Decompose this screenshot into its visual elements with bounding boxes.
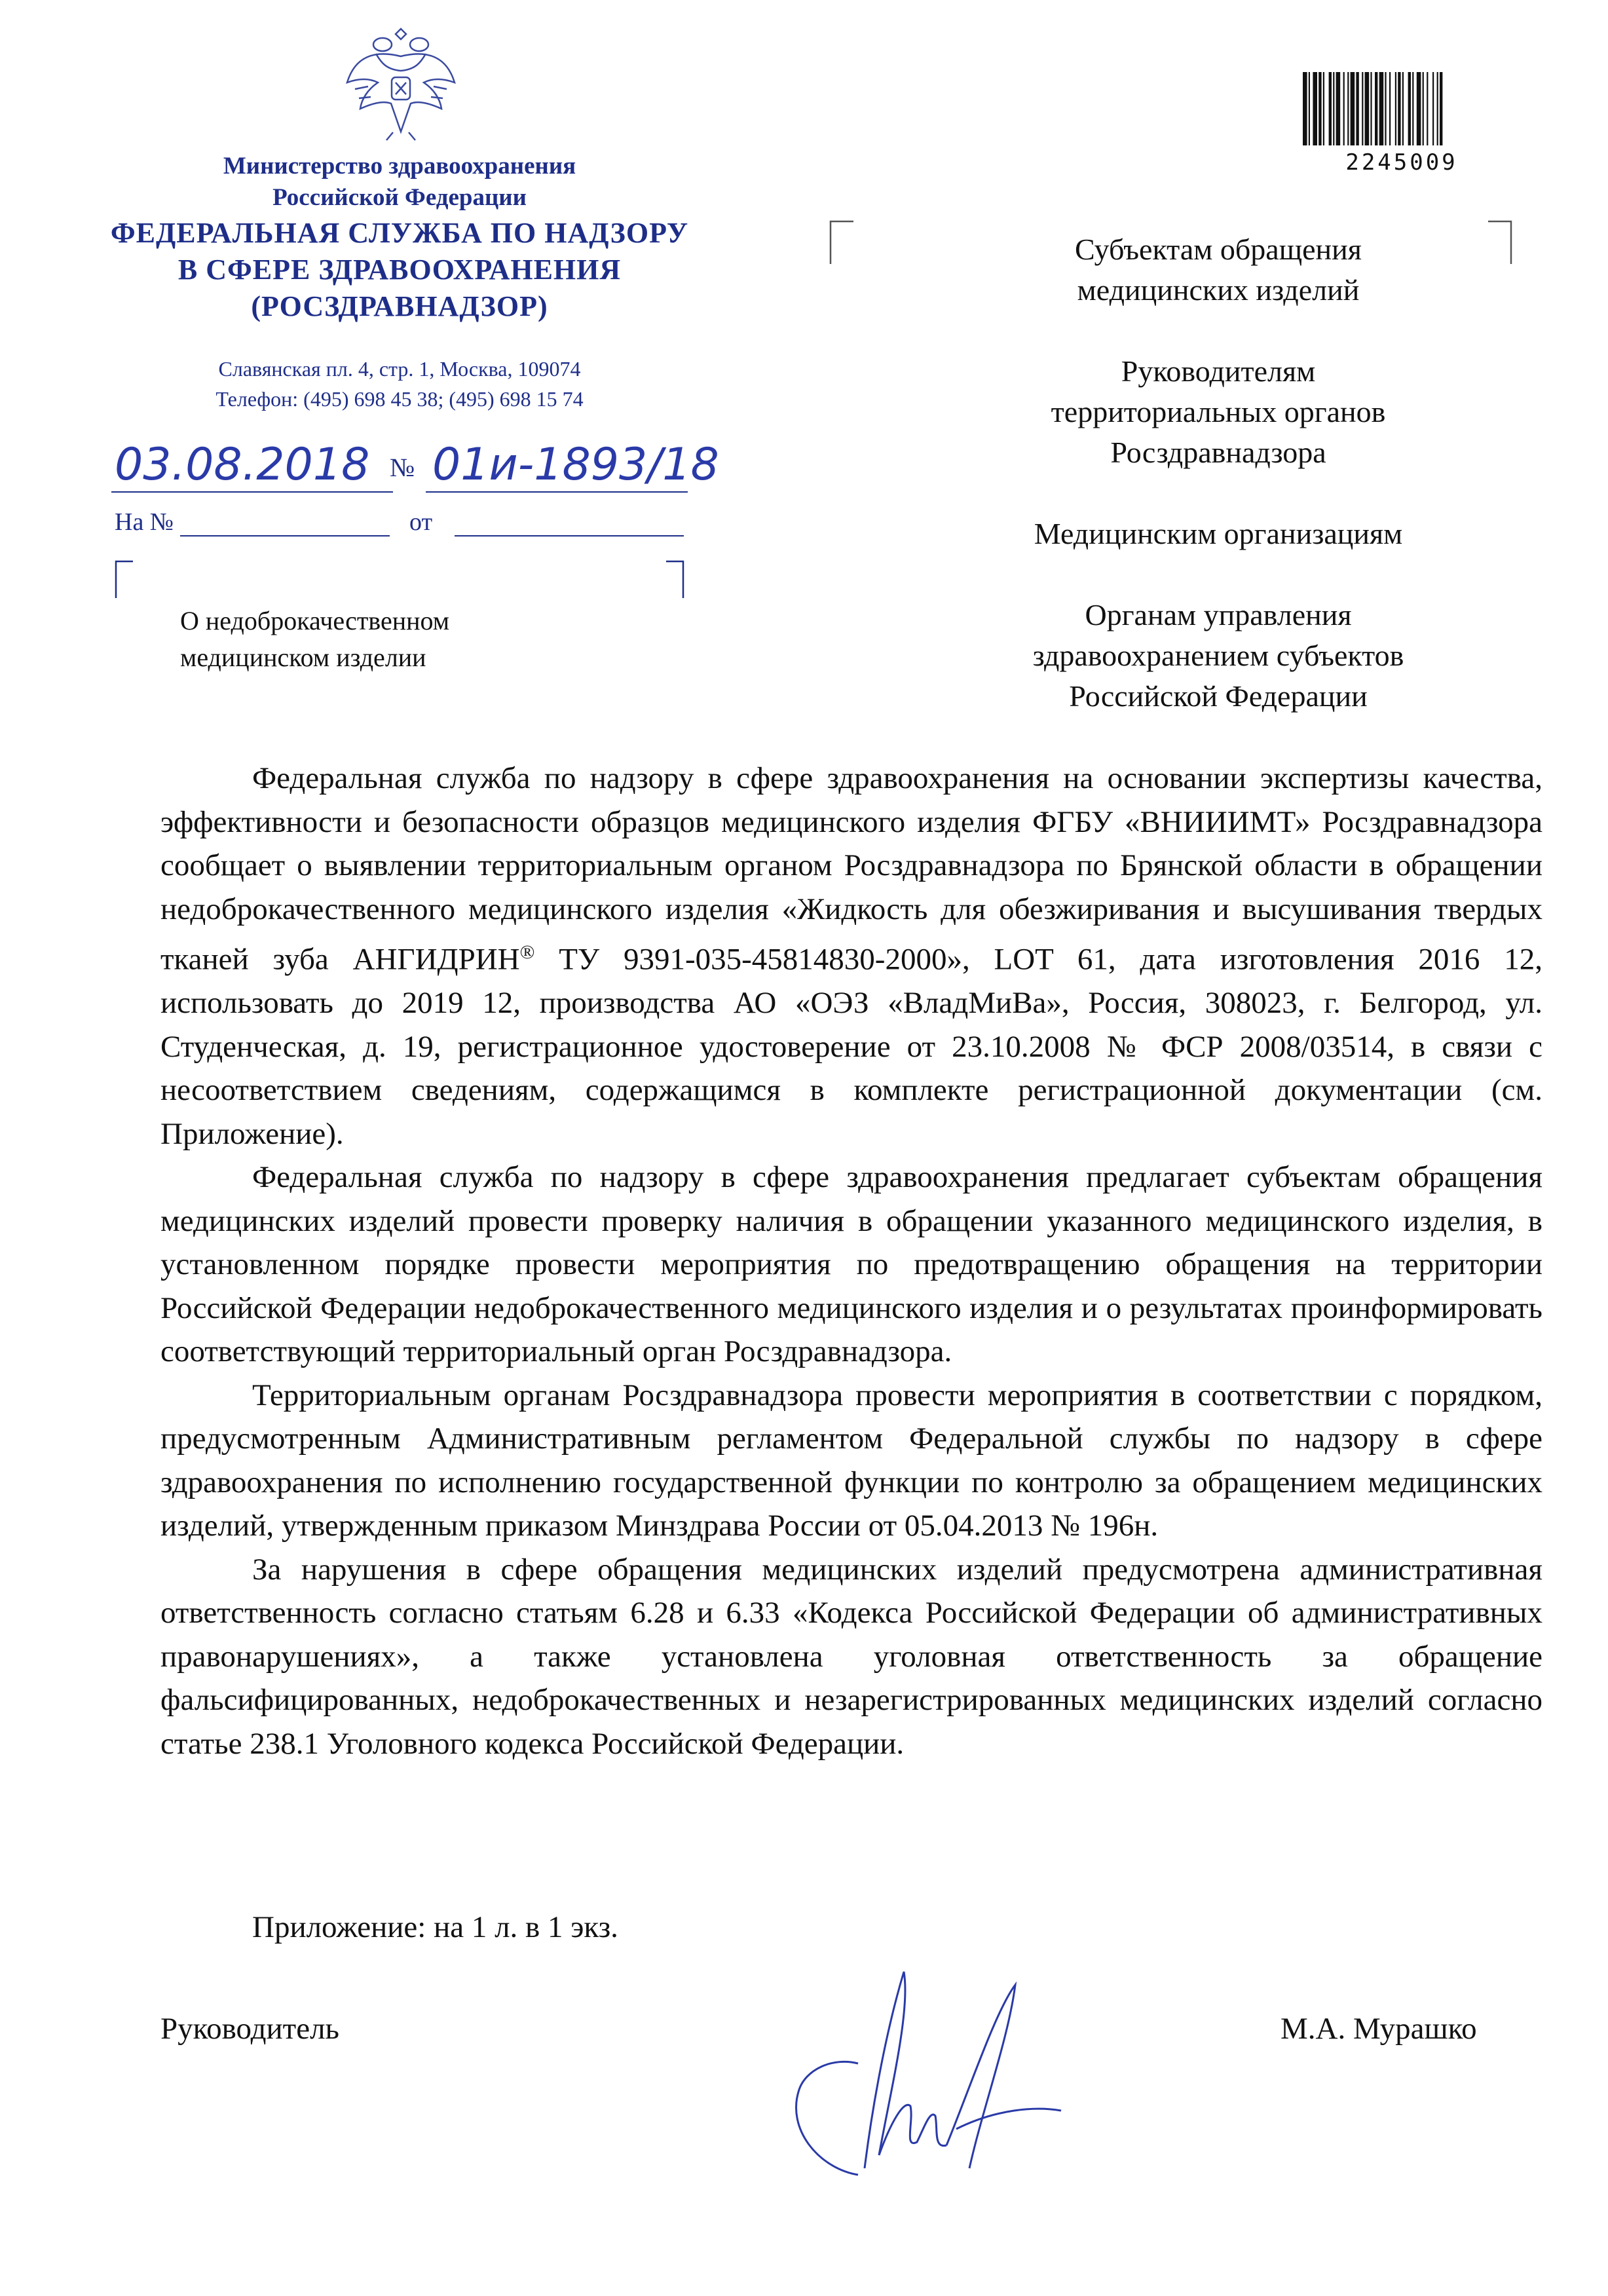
address-line: Славянская пл. 4, стр. 1, Москва, 109074 — [218, 357, 581, 381]
in-reply-label: На № — [115, 508, 174, 536]
in-reply-from — [409, 508, 684, 536]
barcode-bar — [1356, 72, 1358, 145]
body-paragraph: Территориальным органам Росздравнадзора провести мероприятия в соответствии с порядком, предусмотренным Административным регламентом Федеральной службы по надзору в сфере здравоохранения по исполнению государственной функции по контролю за обращением медицинских изделий, утвержденным приказом Минздрава России от 05.04.2013 № 196н. — [160, 1378, 1543, 1543]
registration-date: 03.08.2018 — [115, 439, 370, 491]
registered-mark: ® — [519, 941, 535, 963]
subject-line: О недоброкачественном — [180, 606, 450, 635]
body-paragraph — [160, 757, 1543, 1156]
barcode-bar — [1395, 72, 1396, 145]
barcode-bar — [1336, 72, 1341, 145]
barcode-bar — [1318, 72, 1321, 145]
barcode-bar — [1303, 72, 1307, 145]
barcode-bar — [1365, 72, 1370, 145]
barcode-bar — [1389, 72, 1391, 145]
barcode-bar — [1398, 72, 1400, 145]
barcode-bar — [1329, 72, 1332, 145]
barcode-bar — [1362, 72, 1363, 145]
subject-bracket-right-icon — [665, 560, 684, 599]
barcode-bar — [1412, 72, 1413, 145]
barcode-bar — [1323, 72, 1324, 145]
barcode-bar — [1379, 72, 1384, 145]
addressee-line: здравоохранением субъектов — [1032, 639, 1404, 672]
in-reply-to-label — [115, 508, 390, 536]
addressee-line: территориальных органов — [1051, 395, 1386, 428]
addressee-line: Субъектам обращения — [1075, 233, 1362, 266]
signature-icon — [707, 1959, 1074, 2181]
addressee-line: Медицинским организациям — [1034, 517, 1403, 550]
registration-underline — [111, 488, 701, 496]
paragraph-text: Федеральная служба по надзору в сфере здравоохранения на основании экспертизы качества, эффективности и безопасности образцов медицинского изделия ФГБУ «ВНИИИМТ» Росздравнадзора сообщает о выявлении территориальным органом Росздравнадзора по Брянской области в обращении недоброкачественного медицинского изделия «Жидкость для обезжиривания и высушивания твердых тканей зуба АНГИДРИН — [160, 761, 1543, 977]
signer-position: Руководитель — [160, 2012, 339, 2046]
registration-number-label: № — [390, 453, 415, 482]
barcode-bar — [1351, 72, 1355, 145]
phone-line: Телефон: (495) 698 45 38; (495) 698 15 74 — [215, 387, 584, 411]
addressee-bracket-left-icon — [829, 219, 855, 265]
barcode-bar — [1427, 72, 1428, 145]
addressee-line: Руководителям — [1121, 354, 1316, 388]
barcode-bar — [1402, 72, 1404, 145]
addressee-line: Росздравнадзора — [1110, 436, 1326, 469]
barcode-bar — [1385, 72, 1386, 145]
barcode-bar — [1423, 72, 1424, 145]
agency-line: ФЕДЕРАЛЬНАЯ СЛУЖБА ПО НАДЗОРУ — [110, 217, 689, 249]
addressee-list — [943, 229, 1493, 757]
body-paragraph: Федеральная служба по надзору в сфере здравоохранения предлагает субъектам обращения медицинских изделий провести проверку наличия в обращении указанного медицинского изделия, в установленном порядке провести мероприятия по предотвращению обращения на территории Российской Федерации недоброкачественного медицинского изделия и о результатах проинформировать соответствующий территориальный орган Росздравнадзора. — [160, 1160, 1543, 1369]
addressee-line: медицинских изделий — [1077, 273, 1360, 307]
barcode-bar — [1375, 72, 1377, 145]
in-reply-date-blank — [455, 512, 684, 536]
barcode-bar — [1437, 72, 1438, 145]
barcode-bar — [1440, 72, 1442, 145]
addressee-line: Органам управления — [1085, 598, 1352, 631]
addressee-group — [943, 229, 1493, 311]
letter-subject — [180, 603, 599, 676]
attachment-note: Приложение: на 1 л. в 1 экз. — [252, 1910, 618, 1944]
ministry-name — [131, 151, 668, 214]
barcode-bar — [1432, 72, 1434, 145]
state-emblem-icon — [335, 17, 466, 148]
ministry-line: Министерство здравоохранения — [223, 153, 576, 179]
body-paragraph: За нарушения в сфере обращения медицинских изделий предусмотрена административная ответственность согласно статьям 6.28 и 6.33 «Кодекса Российской Федерации об административных правонарушениях», а также установлена уголовная ответственность за обращение фальсифицированных, недоброкачественных и незарегистрированных медицинских изделий согласно статье 238.1 Уголовного кодекса Российской Федерации. — [160, 1552, 1543, 1761]
barcode-bar — [1343, 72, 1345, 145]
addressee-line: Российской Федерации — [1069, 679, 1368, 713]
signer-name: М.А. Мурашко — [1281, 2012, 1477, 2046]
addressee-group — [943, 514, 1493, 554]
subject-line: медицинском изделии — [180, 643, 426, 672]
barcode-bar — [1347, 72, 1349, 145]
agency-address — [98, 354, 701, 414]
barcode-bar — [1408, 72, 1411, 145]
from-label: от — [409, 508, 433, 536]
barcode-bar — [1333, 72, 1334, 145]
registration-number: 01и-1893/18 — [432, 439, 719, 491]
barcode-bar — [1417, 72, 1421, 145]
barcode-bar — [1370, 72, 1372, 145]
paragraph-text: ТУ 9391-035-45814830-2000», LOT 61, дата изготовления 2016 12, использовать до 2019 12, производства АО «ОЭЗ «ВладМиВа», Россия, 308023, г. Белгород, ул. Студенческая, д. 19, регистрационное удостоверение от 23.10.2008 № ФСР 2008/03514, в связи с несоответствием сведениям, содержащимся в комплекте регистрационной документации (см. Приложение). — [160, 942, 1543, 1151]
addressee-group — [943, 351, 1493, 473]
in-reply-number-blank — [180, 512, 390, 536]
barcode-bar — [1313, 72, 1317, 145]
agency-name — [79, 215, 720, 325]
ministry-line: Российской Федерации — [272, 184, 527, 211]
agency-line: В СФЕРЕ ЗДРАВООХРАНЕНИЯ — [178, 254, 622, 286]
addressee-group — [943, 595, 1493, 717]
subject-bracket-left-icon — [115, 560, 134, 599]
agency-line: (РОСЗДРАВНАДЗОР) — [251, 290, 548, 322]
barcode-bar — [1309, 72, 1310, 145]
barcode-icon — [1300, 69, 1497, 152]
barcode-number: 2245009 — [1345, 149, 1458, 176]
letter-body — [160, 757, 1543, 1765]
